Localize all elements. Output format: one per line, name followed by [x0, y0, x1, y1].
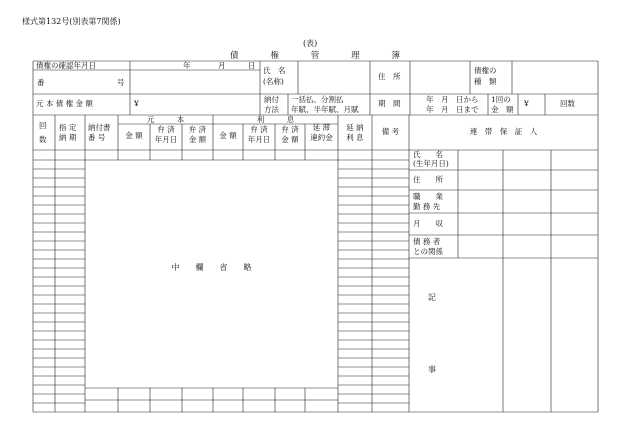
col-late-interest-2: 利 息	[346, 133, 364, 142]
claim-kind-sub-label: 種 類	[474, 77, 497, 86]
claim-kind-label: 債権の	[474, 66, 497, 75]
guarantor-address-label: 住 所	[413, 175, 443, 184]
confirm-month-label: 月	[218, 61, 226, 70]
pay-option-line2: 年賦、半年賦、月賦	[291, 105, 359, 114]
col-principal-paid-amount-1: 弁 済	[188, 125, 207, 134]
col-due-1: 指 定	[59, 123, 77, 132]
confirm-day-label: 日	[248, 61, 256, 70]
col-interest-paid-1: 弁 済	[250, 125, 268, 134]
col-interest-paid-2: 年月日	[247, 135, 271, 144]
col-remarks: 備 考	[381, 127, 400, 136]
period-to: 年 月 日まで	[426, 105, 479, 114]
pay-option-line1: 一括払、分割払	[291, 95, 344, 104]
col-interest: 利 息	[256, 115, 295, 124]
col-principal-paid-amount-2: 金 額	[188, 135, 207, 144]
col-kai-1: 回	[39, 121, 47, 130]
guarantor-relation-label: 債 務 者	[413, 237, 441, 246]
col-principal-amount: 金 額	[125, 131, 143, 140]
ledger-title-char: 債	[230, 51, 239, 61]
period-label: 期 間	[378, 99, 401, 108]
per-time-label: 1回の	[491, 95, 511, 104]
col-late-interest-1: 延 納	[346, 123, 364, 132]
col-interest-paid-amount-1: 弁 済	[281, 125, 299, 134]
yen-sign: ¥	[134, 99, 139, 108]
ledger-title-char: 理	[351, 51, 360, 61]
pay-method-sub-label: 方法	[264, 105, 279, 114]
per-time-sub-label: 金 額	[491, 105, 514, 114]
confirm-date-label: 債権の確認年月日	[36, 61, 96, 70]
guarantor-birthdate-label: (生年月日)	[413, 159, 449, 168]
number-label-b: 号	[117, 78, 125, 87]
confirm-year-label: 年	[183, 61, 191, 70]
form-id: 様式第132号(別表第7関係)	[22, 17, 121, 26]
address-label: 住 所	[378, 72, 401, 81]
col-late-1: 延 滞	[312, 123, 331, 132]
guarantor-income-label: 月 収	[413, 219, 443, 228]
col-principal-paid-1: 弁 済	[157, 125, 175, 134]
guarantor-relation-sub-label: との関係	[413, 247, 443, 256]
debtor-name-sub-label: (名称)	[263, 77, 284, 86]
debtor-name-label: 氏 名	[263, 66, 286, 75]
ledger-title-char: 簿	[391, 51, 400, 61]
col-kai-2: 数	[39, 135, 47, 144]
times-label: 回数	[560, 99, 575, 108]
col-late-2: 違約金	[310, 133, 333, 142]
col-interest-paid-amount-2: 金 額	[281, 135, 299, 144]
guarantor-name-label: 氏 名	[413, 150, 443, 159]
principal-amount-label: 元 本 債 権 金 額	[36, 99, 93, 108]
omitted-middle-label: 中 欄 省 略	[171, 263, 252, 272]
number-label-a: 番	[37, 78, 45, 87]
guarantor-work-label: 職 業	[413, 192, 443, 201]
notes-label-ji: 事	[428, 365, 436, 374]
period-from: 年 月 日から	[426, 95, 479, 104]
col-principal-paid-2: 年月日	[154, 135, 178, 144]
table-mark: (表)	[303, 39, 318, 48]
col-interest-amount: 金 額	[219, 131, 237, 140]
yen-sign-2: ¥	[524, 99, 529, 108]
pay-method-label: 納付	[264, 95, 279, 104]
col-guarantor: 連 帯 保 証 人	[469, 127, 538, 136]
ledger-title-char: 権	[270, 51, 279, 61]
col-notice-2: 番 号	[88, 133, 106, 142]
col-principal: 元 本	[146, 115, 185, 124]
notes-label-ki: 記	[428, 293, 436, 302]
col-due-2: 納 期	[59, 133, 77, 142]
ledger-title-char: 管	[310, 51, 320, 61]
col-notice-1: 納付書	[88, 123, 111, 132]
guarantor-workplace-label: 勤 務 先	[413, 202, 441, 211]
